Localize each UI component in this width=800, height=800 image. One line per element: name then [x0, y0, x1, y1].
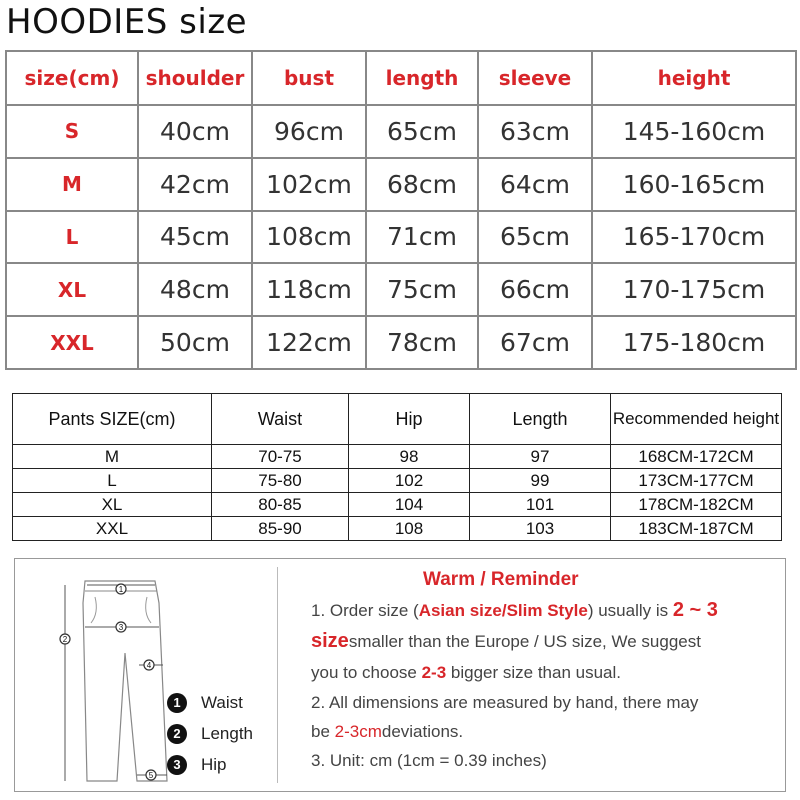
table-cell: 101 — [470, 493, 611, 517]
table-cell: 50cm — [138, 316, 252, 369]
table-cell: 70-75 — [212, 445, 349, 469]
table-row — [13, 493, 782, 517]
reminder-text — [311, 565, 781, 775]
table-cell: 165-170cm — [592, 211, 796, 264]
svg-text:4: 4 — [146, 661, 152, 670]
size-cell: L — [6, 211, 138, 264]
header-height: height — [592, 51, 796, 105]
table-cell: 118cm — [252, 263, 366, 316]
table-cell: 64cm — [478, 158, 592, 211]
table-cell: 173CM-177CM — [611, 469, 782, 493]
table-cell: 96cm — [252, 105, 366, 158]
table-cell: 98 — [349, 445, 470, 469]
table-cell: 108cm — [252, 211, 366, 264]
reminder-line-2: sizesmaller than the Europe / US size, We suggest — [311, 630, 701, 652]
table-cell: 85-90 — [212, 517, 349, 541]
number-badge: 2 — [167, 724, 187, 744]
header-bust: bust — [252, 51, 366, 105]
reminder-line-6: 3. Unit: cm (1cm = 0.39 inches) — [311, 751, 547, 770]
table-cell: 67cm — [478, 316, 592, 369]
table-cell: 65cm — [478, 211, 592, 264]
table-cell: 40cm — [138, 105, 252, 158]
table-row — [13, 517, 782, 541]
table-cell: 104 — [349, 493, 470, 517]
page-title: HOODIES size — [6, 2, 248, 42]
table-cell: 75cm — [366, 263, 478, 316]
table-cell: 175-180cm — [592, 316, 796, 369]
table-cell: 102cm — [252, 158, 366, 211]
table-cell: 168CM-172CM — [611, 445, 782, 469]
table-cell: L — [13, 469, 212, 493]
table-row — [6, 211, 796, 264]
table-cell: 48cm — [138, 263, 252, 316]
highlight-text: 2-3cm — [334, 722, 382, 741]
table-cell: 145-160cm — [592, 105, 796, 158]
hoodies-size-table — [5, 50, 797, 370]
pocket-line — [91, 597, 96, 623]
marker-4 — [144, 660, 154, 670]
table-cell: 178CM-182CM — [611, 493, 782, 517]
table-cell: 45cm — [138, 211, 252, 264]
table-row — [6, 263, 796, 316]
panel-divider — [277, 567, 278, 783]
table-row — [13, 445, 782, 469]
number-badge: 1 — [167, 693, 187, 713]
table-row — [6, 158, 796, 211]
table-cell: 65cm — [366, 105, 478, 158]
table-row — [6, 316, 796, 369]
size-cell: S — [6, 105, 138, 158]
reminder-line-3: you to choose 2-3 bigger size than usual. — [311, 663, 621, 682]
svg-text:3: 3 — [118, 623, 124, 632]
table-cell: 66cm — [478, 263, 592, 316]
highlight-text: Asian size/Slim Style — [418, 601, 588, 620]
legend-label: Length — [201, 723, 253, 743]
table-header-row — [6, 51, 796, 105]
measurement-legend — [167, 687, 253, 780]
highlight-text: 2-3 — [421, 663, 447, 682]
reminder-line-4: 2. All dimensions are measured by hand, there may — [311, 693, 699, 712]
highlight-text: 2 ~ 3 — [672, 599, 718, 621]
marker-3 — [116, 622, 126, 632]
header-pants-size: Pants SIZE(cm) — [13, 394, 212, 445]
table-cell: 183CM-187CM — [611, 517, 782, 541]
svg-text:2: 2 — [62, 635, 68, 644]
reminder-panel — [14, 558, 786, 792]
header-hip: Hip — [349, 394, 470, 445]
table-cell: 71cm — [366, 211, 478, 264]
table-cell: 97 — [470, 445, 611, 469]
table-cell: M — [13, 445, 212, 469]
marker-2 — [60, 634, 70, 644]
reminder-line-5: be 2-3cmdeviations. — [311, 722, 464, 741]
pants-size-table — [12, 393, 782, 541]
header-size: size(cm) — [6, 51, 138, 105]
size-cell: M — [6, 158, 138, 211]
table-row — [6, 105, 796, 158]
table-cell: 68cm — [366, 158, 478, 211]
table-cell: 160-165cm — [592, 158, 796, 211]
legend-item — [167, 718, 253, 749]
table-row — [13, 469, 782, 493]
table-cell: 75-80 — [212, 469, 349, 493]
pants-measurement-diagram — [25, 563, 175, 789]
table-header-row — [13, 394, 782, 445]
reminder-title: Warm / Reminder — [423, 569, 579, 590]
table-cell: 78cm — [366, 316, 478, 369]
legend-item — [167, 749, 253, 780]
table-cell: 80-85 — [212, 493, 349, 517]
pocket-line — [146, 597, 151, 623]
reminder-line-1: 1. Order size (Asian size/Slim Style) usually is 2 ~ 3 — [311, 599, 718, 621]
table-cell: 122cm — [252, 316, 366, 369]
size-cell: XL — [6, 263, 138, 316]
table-cell: 99 — [470, 469, 611, 493]
marker-5 — [146, 770, 156, 780]
number-badge: 3 — [167, 755, 187, 775]
legend-label: Waist — [201, 692, 243, 712]
table-cell: 63cm — [478, 105, 592, 158]
header-length: Length — [470, 394, 611, 445]
header-waist: Waist — [212, 394, 349, 445]
table-cell: 102 — [349, 469, 470, 493]
table-cell: 108 — [349, 517, 470, 541]
table-cell: 103 — [470, 517, 611, 541]
legend-label: Hip — [201, 754, 227, 774]
header-sleeve: sleeve — [478, 51, 592, 105]
table-cell: XL — [13, 493, 212, 517]
table-cell: XXL — [13, 517, 212, 541]
header-length: length — [366, 51, 478, 105]
highlight-text: size — [311, 630, 349, 652]
svg-text:1: 1 — [118, 585, 124, 594]
svg-text:5: 5 — [148, 771, 154, 780]
header-shoulder: shoulder — [138, 51, 252, 105]
header-recommended-height: Recommended height — [611, 394, 782, 445]
table-cell: 42cm — [138, 158, 252, 211]
legend-item — [167, 687, 253, 718]
marker-1 — [116, 584, 126, 594]
table-cell: 170-175cm — [592, 263, 796, 316]
size-cell: XXL — [6, 316, 138, 369]
